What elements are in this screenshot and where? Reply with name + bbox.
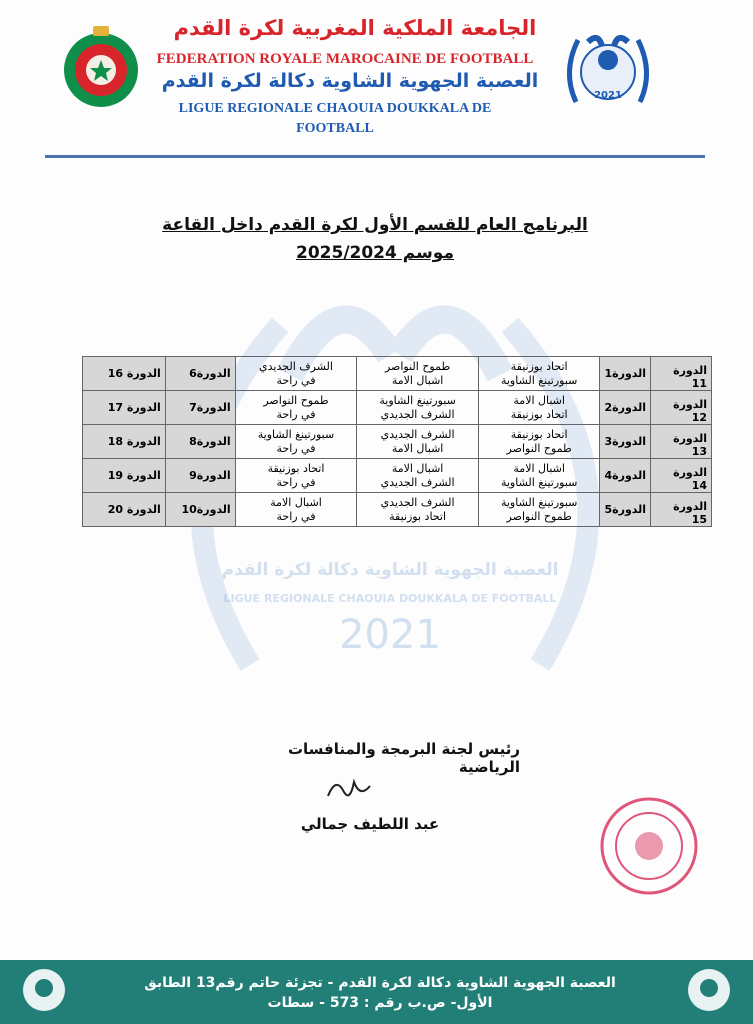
match-cell [235, 493, 357, 527]
team-home: طموح النواصر [384, 359, 451, 373]
team-home: اشبال الامة [513, 461, 565, 475]
team-away: طموح النواصر [506, 441, 572, 455]
team-away: في راحة [276, 509, 316, 523]
round-cell: الدورة 19 [83, 459, 166, 493]
round-cell: الدورة9 [165, 459, 235, 493]
federation-french-title: FEDERATION ROYALE MAROCAINE DE FOOTBALL [156, 51, 534, 67]
team-home: سبورتينغ الشاوية [257, 427, 335, 441]
team-home: اتحاد بوزنيقة [510, 359, 568, 373]
signatory-role: رئيس لجنة البرمجة والمنافسات الرياضية [287, 740, 520, 776]
table-row [83, 391, 712, 425]
team-home: الشرف الجديدي [380, 495, 455, 509]
round-cell: الدورة 17 [83, 391, 166, 425]
match-cell [235, 391, 357, 425]
title-line-1: البرنامج العام للقسم الأول لكرة القدم داخل القاعة [162, 215, 588, 235]
round-cell: الدورة7 [165, 391, 235, 425]
round-cell: الدورة3 [600, 425, 651, 459]
round-cell: الدورة 14 [651, 459, 712, 493]
team-away: الشرف الجديدي [380, 475, 455, 489]
match-cell [478, 357, 600, 391]
team-home: الشرف الجديدي [380, 427, 455, 441]
team-away: طموح النواصر [506, 509, 572, 523]
watermark-french: LIGUE REGIONALE CHAOUIA DOUKKALA DE FOOTBALL [223, 592, 557, 605]
table-row [83, 425, 712, 459]
round-cell: الدورة4 [600, 459, 651, 493]
header-divider [45, 155, 705, 158]
official-stamp [598, 795, 700, 897]
round-cell: الدورة 12 [651, 391, 712, 425]
round-cell: الدورة 18 [83, 425, 166, 459]
footer-logo-left [20, 966, 68, 1014]
round-cell: الدورة8 [165, 425, 235, 459]
team-away: اتحاد بوزنيقة [510, 407, 568, 421]
match-cell [357, 391, 479, 425]
table-row [83, 459, 712, 493]
team-home: اشبال الامة [270, 495, 322, 509]
team-away: اتحاد بوزنيقة [389, 509, 447, 523]
round-cell: الدورة1 [600, 357, 651, 391]
match-cell [357, 425, 479, 459]
round-cell: الدورة2 [600, 391, 651, 425]
footer-logo-right [685, 966, 733, 1014]
round-cell: الدورة10 [165, 493, 235, 527]
team-away: في راحة [276, 441, 316, 455]
team-home: سبورتينغ الشاوية [500, 495, 578, 509]
team-away: في راحة [276, 407, 316, 421]
team-away: اشبال الامة [391, 441, 444, 455]
title-line-2: موسم 2025/2024 [296, 243, 454, 263]
team-away: في راحة [276, 373, 316, 387]
team-away: اشبال الامة [391, 373, 444, 387]
match-cell [235, 357, 357, 391]
match-cell [478, 493, 600, 527]
frmf-logo [62, 22, 140, 118]
match-cell [235, 459, 357, 493]
schedule-body [83, 357, 712, 527]
match-cell [478, 391, 600, 425]
team-away: سبورتينغ الشاوية [500, 475, 578, 489]
footer-address: العصبة الجهوية الشاوية دكالة لكرة القدم - تجزئة حاتم رقم13 الطابق الأول- ص.ب رقم : 573 - سطات [144, 975, 616, 1011]
match-cell [357, 459, 479, 493]
round-cell: الدورة 13 [651, 425, 712, 459]
team-away: سبورتينغ الشاوية [500, 373, 578, 387]
team-home: اشبال الامة [391, 461, 444, 475]
match-cell [235, 425, 357, 459]
round-cell: الدورة 20 [83, 493, 166, 527]
league-french-title: LIGUE REGIONALE CHAOUIA DOUKKALA DE FOOTBALL [178, 101, 492, 136]
team-home: اشبال الامة [513, 393, 565, 407]
watermark-year: 2021 [339, 612, 441, 658]
team-home: سبورتينغ الشاوية [379, 393, 456, 407]
team-home: الشرف الجديدي [259, 359, 333, 373]
round-cell: الدورة 11 [651, 357, 712, 391]
schedule-table [82, 356, 712, 527]
team-away: في راحة [276, 475, 316, 489]
match-cell [478, 459, 600, 493]
logo-year: 2021 [594, 90, 622, 101]
league-arabic-title: العصبة الجهوية الشاوية دكالة لكرة القدم [161, 70, 539, 92]
match-cell [357, 357, 479, 391]
round-cell: الدورة6 [165, 357, 235, 391]
table-row [83, 493, 712, 527]
table-row [83, 357, 712, 391]
team-away: الشرف الجديدي [380, 407, 455, 421]
round-cell: الدورة5 [600, 493, 651, 527]
round-cell: الدورة 16 [83, 357, 166, 391]
document-title [150, 211, 600, 267]
match-cell [478, 425, 600, 459]
federation-arabic-title: الجامعة الملكية المغربية لكرة القدم [173, 16, 537, 40]
signatory-name: عبد اللطيف جمالي [300, 815, 440, 833]
watermark-arabic: العصبة الجهوية الشاوية دكالة لكرة القدم [221, 560, 559, 580]
team-home: اتحاد بوزنيقة [267, 461, 325, 475]
league-logo [558, 22, 658, 117]
handwritten-signature [320, 768, 380, 808]
match-cell [357, 493, 479, 527]
team-home: طموح النواصر [263, 393, 329, 407]
team-home: اتحاد بوزنيقة [510, 427, 568, 441]
round-cell: الدورة 15 [651, 493, 712, 527]
